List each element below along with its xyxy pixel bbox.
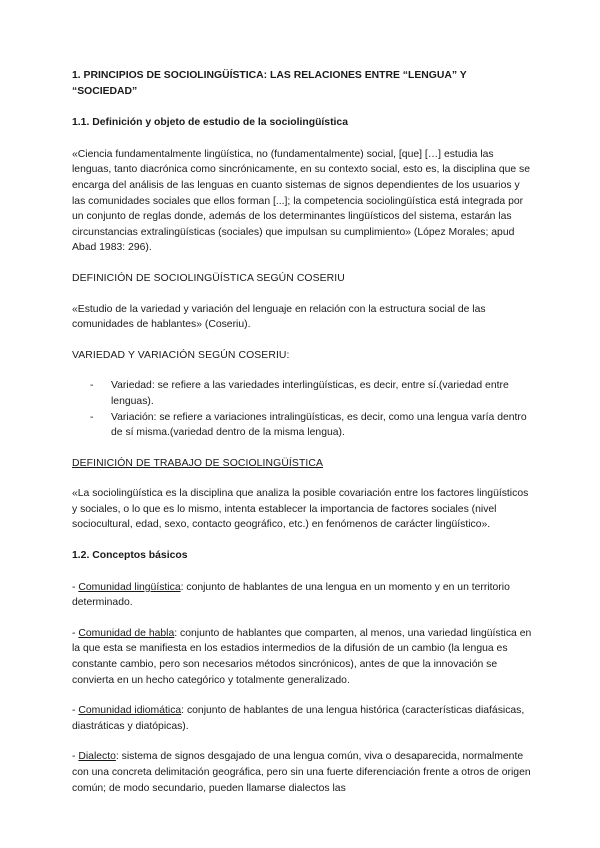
concept-item <box>72 626 532 688</box>
working-definition-text: «La sociolingüística es la disciplina que analiza la posible covariación entre los factores lingüísticos y sociales, o lo que es lo mismo, intenta establecer la importancia de factores sociales (nivel sociocultural, edad, sexo, contacto geográfico, etc.) en fenómenos de carácter lingüístico». <box>72 488 529 531</box>
list-dash: - <box>90 380 94 392</box>
definition-quote-lopez-morales: «Ciencia fundamentalmente lingüística, no (fundamentalmente) social, [que] […] estudia las lenguas, tanto diacrónica como sincrónicamente, en su contexto social, esto es, la disciplina que se encarga del análisis de las lenguas en cuanto sistemas de signos dependientes de los usuarios y las comunidades sociales que ellos forman [...]; la competencia sociolingüística está integrada por un conjunto de reglas donde, además de los determinantes lingüísticos del sistema, estarán las circunstancias extralingüísticas (sociales) que impulsan su cumplimiento» (López Morales; apud Abad 1983: 296). <box>72 148 531 254</box>
coseriu-definition-title: DEFINICIÓN DE SOCIOLINGÜÍSTICA SEGÚN COSERIU <box>72 272 345 284</box>
list-item-text: Variación: se refiere a variaciones intralingüísticas, es decir, como una lengua varía dentro de sí misma.(variedad dentro de la misma lengua). <box>111 411 527 439</box>
list-item-text: Variedad: se refiere a las variedades interlingüísticas, es decir, entre sí.(variedad entre lenguas). <box>111 380 509 407</box>
concept-item <box>72 580 532 611</box>
coseriu-definition-text: «Estudio de la variedad y variación del lenguaje en relación con la estructura social de las comunidades de hablantes» (Coseriu). <box>72 303 486 331</box>
concept-prefix: - <box>72 627 79 639</box>
concept-term: Dialecto <box>78 751 116 763</box>
section-heading-1-1: 1.1. Definición y objeto de estudio de la sociolingüística <box>72 117 348 129</box>
list-item <box>72 410 532 441</box>
document-page <box>72 68 532 811</box>
list-dash: - <box>90 411 94 423</box>
concept-item <box>72 703 532 734</box>
concept-definition: : sistema de signos desgajado de una lengua común, viva o desaparecida, normalmente con una concreta delimitación geográfica, pero sin una fuerte diferenciación frente a otros de origen común; de modo secundario, pueden llamarse dialectos las <box>72 751 531 794</box>
working-definition-title: DEFINICIÓN DE TRABAJO DE SOCIOLINGÜÍSTICA <box>72 457 324 469</box>
concept-definition: : conjunto de hablantes de una lengua histórica (características diafásicas, diastráticas y diatópicas). <box>72 705 525 732</box>
concept-prefix: - <box>72 751 79 763</box>
concept-definition: : conjunto de hablantes que comparten, al menos, una variedad lingüística en la que esta se manifiesta en los estadios intermedios de la difusión de un cambio (la lengua es constante cambio, pero son necesarios métodos sincrónicos), antes de que la innovación se convierta en un hecho categórico y totalmente generalizado. <box>72 627 532 686</box>
variedad-variacion-list <box>72 378 532 440</box>
section-heading-1-2: 1.2. Conceptos básicos <box>72 550 188 562</box>
concept-item <box>72 749 532 796</box>
variedad-variacion-title: VARIEDAD Y VARIACIÓN SEGÚN COSERIU: <box>72 349 290 361</box>
section-heading-1: 1. PRINCIPIOS DE SOCIOLINGÜÍSTICA: LAS RELACIONES ENTRE “LENGUA” Y “SOCIEDAD” <box>72 70 467 97</box>
list-item <box>72 378 532 409</box>
concept-term: Comunidad idiomática <box>78 705 182 717</box>
concept-term: Comunidad lingüística <box>78 581 181 593</box>
concept-prefix: - <box>72 581 79 593</box>
concept-definition: : conjunto de hablantes de una lengua en un momento y en un territorio determinado. <box>72 581 510 609</box>
concept-prefix: - <box>72 705 79 717</box>
concept-term: Comunidad de habla <box>78 627 175 639</box>
